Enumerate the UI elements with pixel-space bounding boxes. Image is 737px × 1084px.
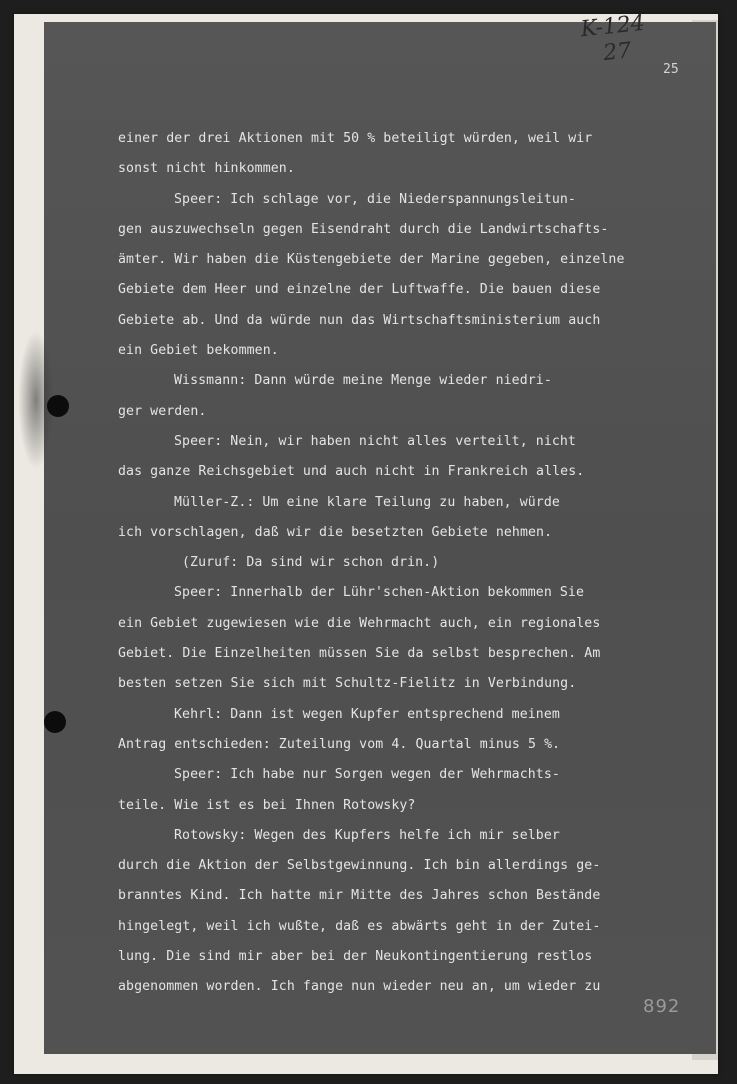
text-line: besten setzen Sie sich mit Schultz-Fielitz in Verbindung. (118, 676, 577, 692)
speaker-line: Müller-Z.: Um eine klare Teilung zu haben, würde (174, 494, 560, 510)
text-line: Gebiet. Die Einzelheiten müssen Sie da selbst besprechen. Am (118, 646, 601, 662)
archive-stamp-number: 892 (643, 996, 681, 1017)
archive-note-line2: 27 (602, 38, 633, 67)
speaker-line: Speer: Innerhalb der Lühr'schen-Aktion bekommen Sie (174, 585, 585, 601)
text-line: teile. Wie ist es bei Ihnen Rotowsky? (118, 797, 416, 813)
text-line: einer der drei Aktionen mit 50 % beteiligt würden, weil wir (118, 131, 593, 146)
text-line: lung. Die sind mir aber bei der Neukontingentierung restlos (118, 949, 593, 965)
speaker-line: Speer: Nein, wir haben nicht alles verteilt, nicht (174, 433, 576, 449)
text-line: abgenommen worden. Ich fange nun wieder neu an, um wieder zu (118, 979, 601, 995)
speaker-line: Rotowsky: Wegen des Kupfers helfe ich mir selber (174, 827, 560, 843)
text-line: durch die Aktion der Selbstgewinnung. Ich bin allerdings ge- (118, 858, 601, 874)
interjection-line: (Zuruf: Da sind wir schon drin.) (182, 555, 440, 571)
text-line: gen auszuwechseln gegen Eisendraht durch die Landwirtschafts- (118, 221, 609, 237)
speaker-line: Wissmann: Dann würde meine Menge wieder niedri- (174, 373, 552, 389)
archive-note-line1: K-124 (579, 10, 646, 43)
text-line: sonst nicht hinkommen. (118, 161, 295, 177)
punch-hole-bottom (44, 711, 66, 733)
text-line: ein Gebiet zugewiesen wie die Wehrmacht auch, ein regionales (118, 615, 601, 631)
text-line: branntes Kind. Ich hatte mir Mitte des Jahres schon Bestände (118, 888, 601, 904)
text-line: Gebiete dem Heer und einzelne der Luftwaffe. Die bauen diese (118, 282, 601, 298)
punch-hole-top (47, 395, 69, 417)
speaker-line: Speer: Ich habe nur Sorgen wegen der Wehrmachts- (174, 767, 560, 783)
text-line: ger werden. (118, 403, 207, 419)
speaker-line: Kehrl: Dann ist wegen Kupfer entsprechend meinem (174, 706, 560, 722)
text-line: hingelegt, weil ich wußte, daß es abwärts geht in der Zutei- (118, 918, 601, 934)
text-line: das ganze Reichsgebiet und auch nicht in Frankreich alles. (118, 464, 585, 480)
text-line: Antrag entschieden: Zuteilung vom 4. Quartal minus 5 %. (118, 736, 561, 752)
text-line: ein Gebiet bekommen. (118, 343, 279, 359)
text-line: ich vorschlagen, daß wir die besetzten Gebiete nehmen. (118, 524, 553, 540)
typed-text-block (118, 124, 710, 1003)
text-line: ämter. Wir haben die Küstengebiete der Marine gegeben, einzelne (118, 252, 625, 268)
text-line: Gebiete ab. Und da würde nun das Wirtschaftsministerium auch (118, 312, 601, 328)
archive-margin-note (579, 11, 648, 69)
speaker-line: Speer: Ich schlage vor, die Niederspannungsleitun- (174, 191, 576, 207)
page-number: 25 (663, 62, 679, 77)
